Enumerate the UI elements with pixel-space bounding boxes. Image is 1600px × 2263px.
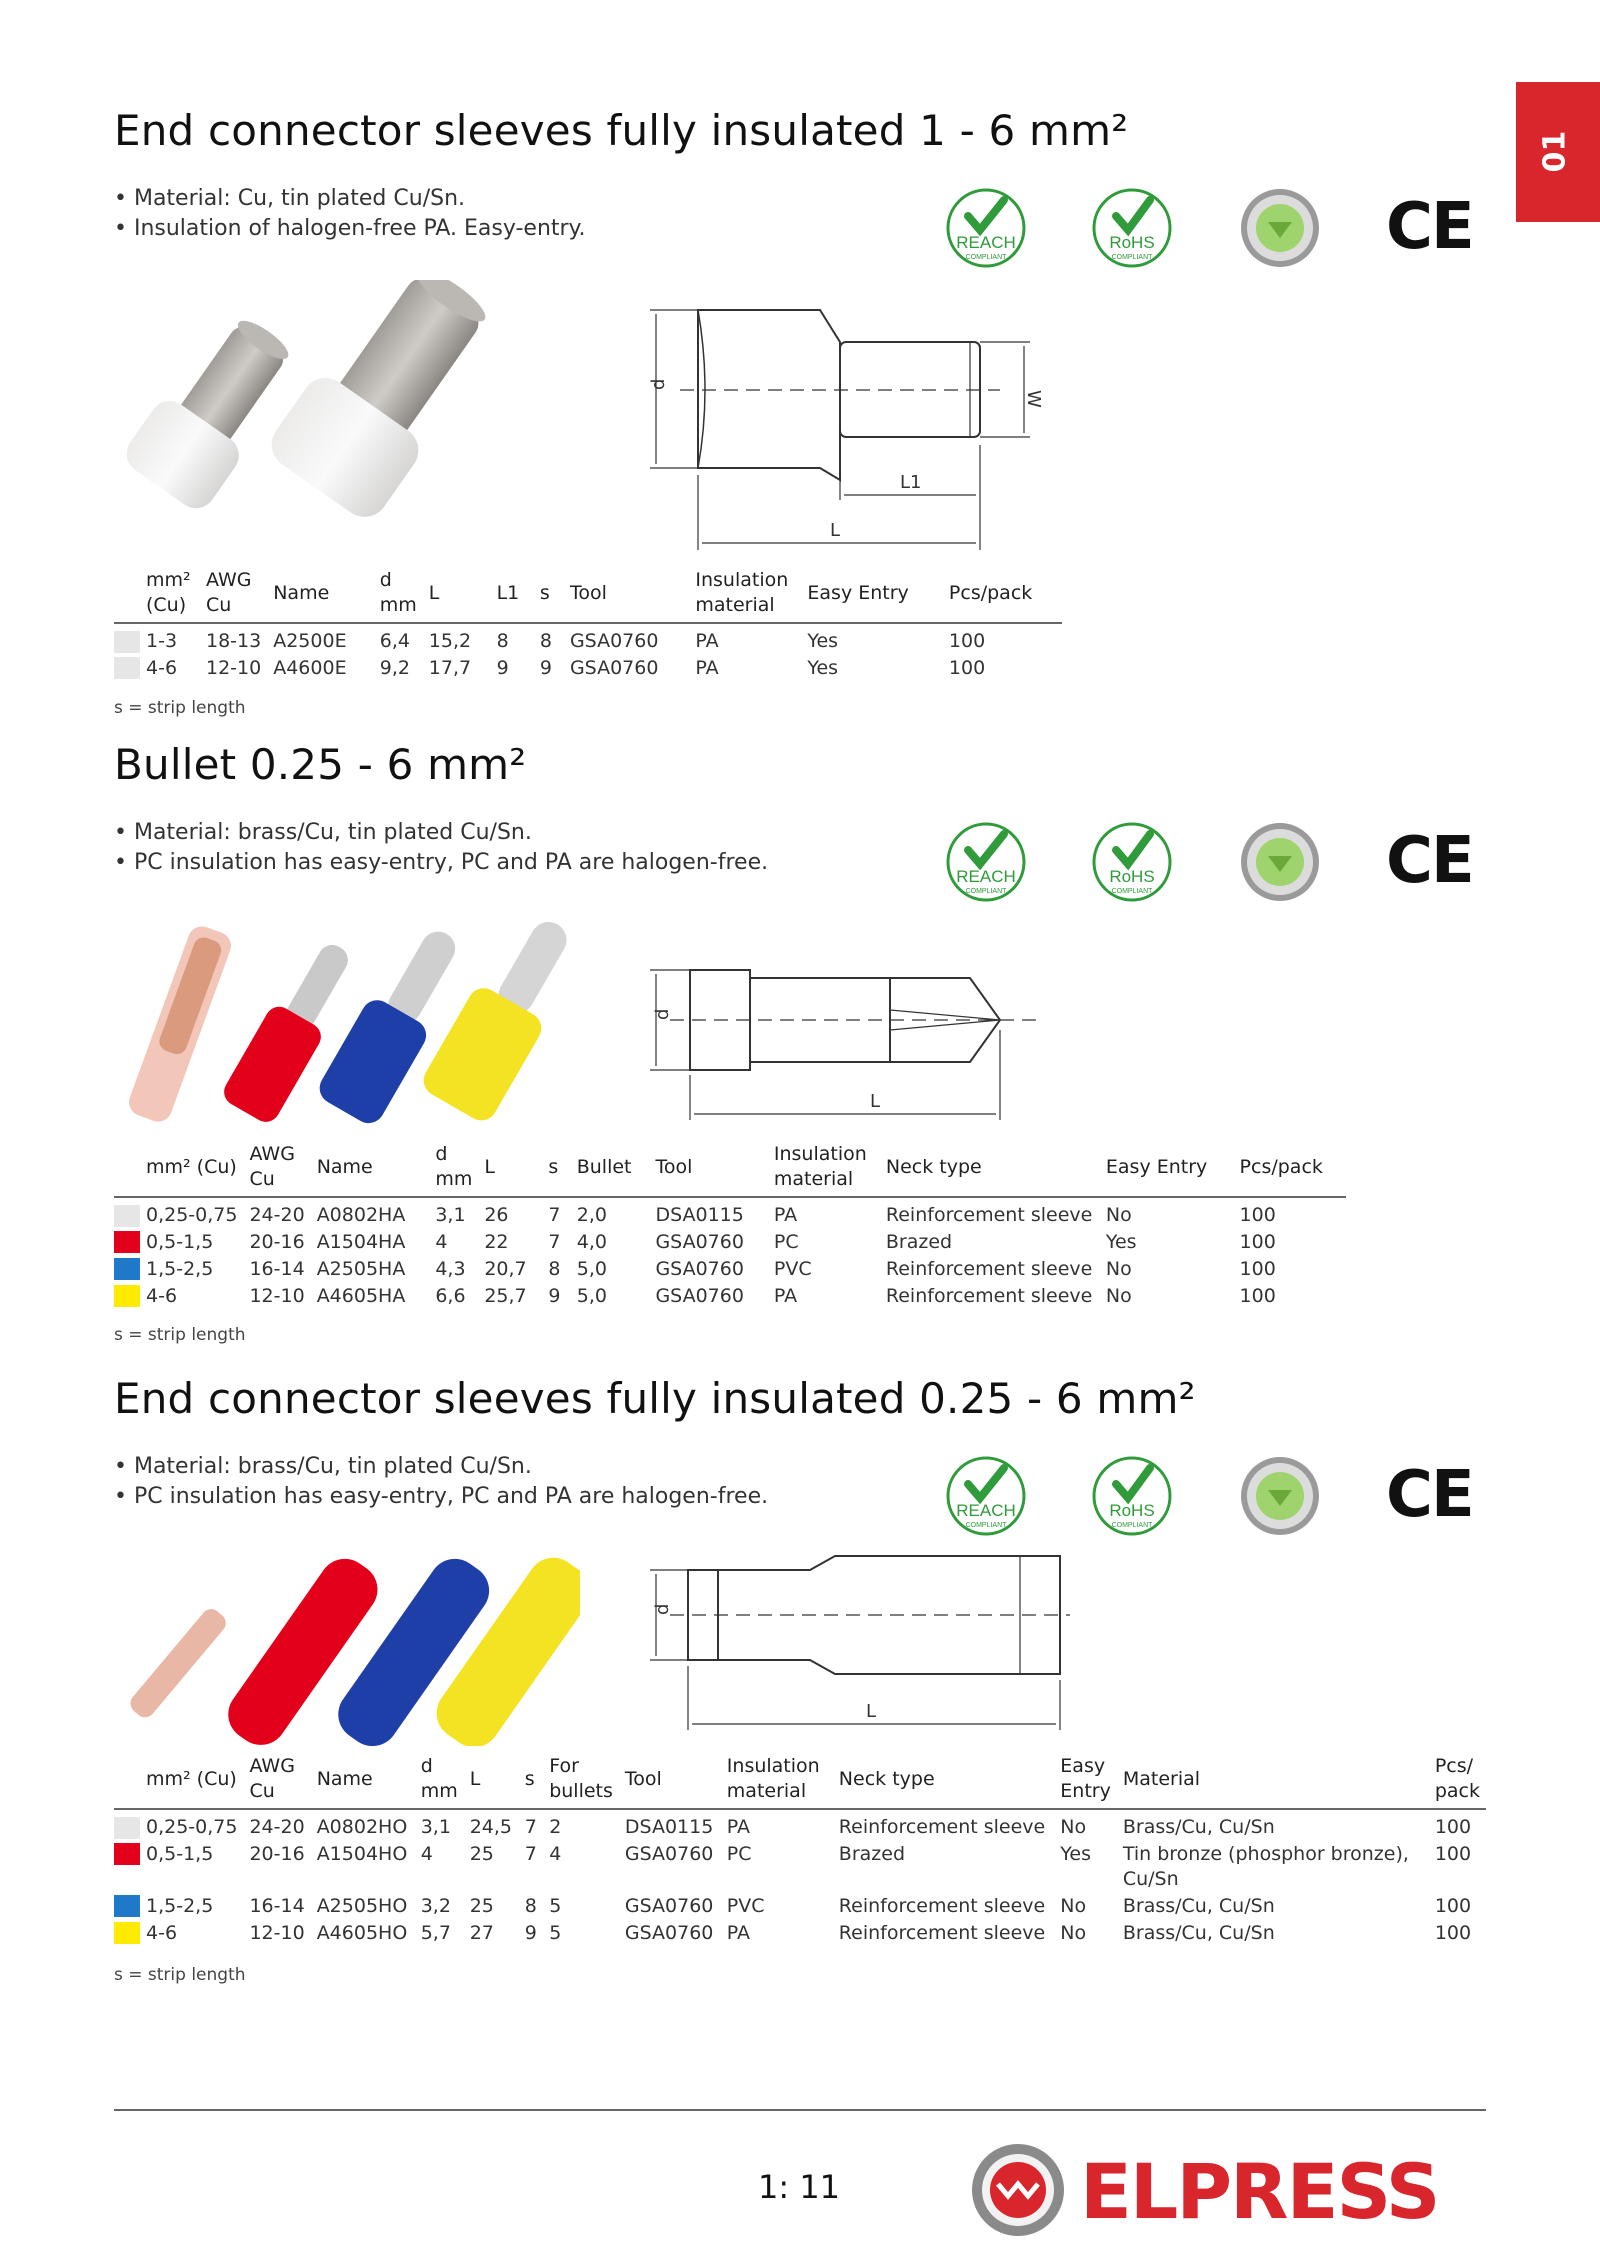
table-row [114, 623, 1062, 655]
table-cell: 9 [496, 657, 509, 679]
table-cell: No [1105, 1285, 1132, 1307]
col-s: s [534, 566, 564, 623]
table-cell: 24-20 [249, 1816, 305, 1838]
table-cell: DSA0115 [655, 1204, 744, 1226]
table-cell: 100 [1239, 1204, 1276, 1226]
table-cell: 16-14 [249, 1258, 305, 1280]
table-cell: 7 [548, 1231, 561, 1253]
table-cell: 20-16 [249, 1843, 305, 1865]
bullet: • Material: brass/Cu, tin plated Cu/Sn. [114, 820, 532, 845]
table-body [114, 1809, 1486, 1947]
table-cell: 2 [549, 1816, 562, 1838]
table-cell: 1-3 [146, 630, 178, 652]
table-cell: PA [726, 1922, 751, 1944]
page-number: 1: 11 [758, 2168, 841, 2206]
table-cell: 16-14 [249, 1895, 305, 1917]
chapter-tab [1516, 82, 1600, 222]
product-photo-bullets [110, 914, 580, 1144]
col-name: Name [311, 1140, 430, 1197]
col-awg: AWG Cu [243, 1140, 310, 1197]
col-s: s [542, 1140, 570, 1197]
table-cell: Yes [807, 657, 839, 679]
col-mm2: mm² (Cu) [140, 1140, 243, 1197]
table-cell: 5,0 [576, 1258, 607, 1280]
table-cell: Reinforcement sleeve [838, 1922, 1046, 1944]
table-cell: PC [726, 1843, 752, 1865]
table-cell: 4 [549, 1843, 562, 1865]
table-cell: 1,5-2,5 [146, 1258, 214, 1280]
table-cell: A1504HO [316, 1843, 408, 1865]
table-cell: 0,25-0,75 [146, 1816, 238, 1838]
dim-w: W [1023, 390, 1044, 408]
table-cell: 4,0 [576, 1231, 607, 1253]
color-swatch-fill [114, 1231, 140, 1253]
table-cell: Brass/Cu, Cu/Sn [1122, 1895, 1275, 1917]
table-cell: GSA0760 [655, 1231, 744, 1253]
color-swatch-fill [114, 631, 140, 653]
col-d: d mm [415, 1752, 464, 1809]
ce-mark: CE [1386, 190, 1473, 264]
bullet: • Material: brass/Cu, tin plated Cu/Sn. [114, 1454, 532, 1479]
table-cell: 20,7 [484, 1258, 527, 1280]
rohs-icon [1090, 820, 1174, 904]
col-pcs: Pcs/pack [1234, 1140, 1346, 1197]
reach-label: REACH [956, 1501, 1016, 1520]
product-photo-end-sleeves [110, 280, 550, 540]
certification-seal-icon [1238, 186, 1322, 270]
table-row [114, 1283, 1346, 1310]
table-cell: 26 [484, 1204, 509, 1226]
col-tool: Tool [649, 1140, 767, 1197]
table-cell: Yes [1105, 1231, 1137, 1253]
col-bullet: Bullet [571, 1140, 650, 1197]
reach-sub: COMPLIANT [965, 888, 1007, 895]
table-cell: 8 [524, 1895, 537, 1917]
color-swatch [114, 1893, 140, 1920]
table-cell: Brass/Cu, Cu/Sn [1122, 1816, 1275, 1838]
col-d: d mm [429, 1140, 478, 1197]
table-cell: A0802HO [316, 1816, 408, 1838]
table-cell: 17,7 [428, 657, 472, 679]
section-1-title: End connector sleeves fully insulated 1 - 6 mm² [114, 106, 1129, 155]
color-swatch-fill [114, 657, 140, 679]
spec-table-3 [114, 1752, 1486, 1947]
reach-icon [944, 1454, 1028, 1538]
reach-label: REACH [956, 867, 1016, 886]
ce-mark: CE [1386, 824, 1473, 898]
table-cell: 100 [1434, 1816, 1472, 1838]
strip-length-note-3: s = strip length [114, 1965, 246, 1985]
table-cell: Yes [1060, 1843, 1091, 1865]
table-cell: 8 [548, 1258, 561, 1280]
table-cell: PA [695, 630, 719, 652]
color-swatch-fill [114, 1817, 140, 1839]
col-neck-type: Neck type [880, 1140, 1100, 1197]
col-l: L [423, 566, 491, 623]
table-cell: 3,2 [420, 1895, 451, 1917]
col-material: Material [1117, 1752, 1429, 1809]
table-cell: 4-6 [146, 1285, 178, 1307]
table-cell: 3,1 [435, 1204, 466, 1226]
color-swatch [114, 1229, 140, 1256]
table-cell: GSA0760 [655, 1258, 744, 1280]
col-awg: AWG Cu [243, 1752, 310, 1809]
table-cell: 100 [1434, 1895, 1472, 1917]
table-cell: 5 [549, 1895, 562, 1917]
table-cell: GSA0760 [569, 657, 659, 679]
col-pcs: Pcs/ pack [1429, 1752, 1486, 1809]
table-cell: A2505HO [316, 1895, 408, 1917]
certification-seal-icon [1238, 820, 1322, 904]
col-easy-entry: Easy Entry [1054, 1752, 1117, 1809]
section-2-bullets [114, 818, 768, 878]
table-cell: 1,5-2,5 [146, 1895, 214, 1917]
table-cell: 4 [435, 1231, 448, 1253]
col-mm2: mm² (Cu) [140, 1752, 243, 1809]
table-cell: A2505HA [316, 1258, 406, 1280]
table-cell: 9,2 [379, 657, 410, 679]
table-cell: 25,7 [484, 1285, 527, 1307]
table-cell: 9 [539, 657, 552, 679]
col-s: s [519, 1752, 543, 1809]
elpress-logo [968, 2140, 1488, 2240]
table-cell: A4605HO [316, 1922, 408, 1944]
table-cell: No [1060, 1922, 1087, 1944]
table-cell: No [1060, 1895, 1087, 1917]
reach-sub: COMPLIANT [965, 1522, 1007, 1529]
reach-icon [944, 820, 1028, 904]
table-cell: Reinforcement sleeve [838, 1816, 1046, 1838]
table-cell: 5 [549, 1922, 562, 1944]
table-cell: PA [773, 1285, 798, 1307]
table-cell: 24-20 [249, 1204, 305, 1226]
footer-divider [114, 2109, 1486, 2111]
table-cell: 9 [548, 1285, 561, 1307]
table-cell: Brass/Cu, Cu/Sn [1122, 1922, 1275, 1944]
table-cell: 100 [948, 630, 986, 652]
table-cell: 4,3 [435, 1258, 466, 1280]
section-1-bullets [114, 184, 585, 244]
table-body [114, 1197, 1346, 1310]
table-cell: 2,0 [576, 1204, 607, 1226]
color-swatch [114, 1283, 140, 1310]
strip-length-note-1: s = strip length [114, 698, 246, 718]
col-name: Name [267, 566, 374, 623]
color-swatch-fill [114, 1205, 140, 1227]
drawing-bullet [640, 960, 1080, 1120]
table-cell: GSA0760 [624, 1922, 714, 1944]
spec-table-1 [114, 566, 1062, 682]
table-cell: Reinforcement sleeve [885, 1258, 1093, 1280]
rohs-label: RoHS [1109, 233, 1155, 252]
table-cell: 5,7 [420, 1922, 451, 1944]
product-photo-end-sleeves-025 [110, 1556, 580, 1746]
chapter-tab-label: 01 [1537, 130, 1573, 173]
rohs-label: RoHS [1109, 867, 1155, 886]
table-cell: Brazed [838, 1843, 906, 1865]
table-row [114, 1809, 1486, 1841]
col-easy-entry: Easy Entry [1100, 1140, 1234, 1197]
table-cell: Brazed [885, 1231, 953, 1253]
table-cell: A2500E [273, 630, 347, 652]
table-cell: 100 [1434, 1922, 1472, 1944]
table-cell: GSA0760 [569, 630, 659, 652]
table-cell: 100 [1239, 1258, 1276, 1280]
col-insulation: Insulation material [689, 566, 801, 623]
table-cell: 5,0 [576, 1285, 607, 1307]
table-body [114, 623, 1062, 682]
table-row [114, 1256, 1346, 1283]
table-cell: A0802HA [316, 1204, 406, 1226]
color-swatch [114, 655, 140, 682]
table-cell: DSA0115 [624, 1816, 714, 1838]
table-cell: 100 [948, 657, 986, 679]
table-cell: 22 [484, 1231, 509, 1253]
reach-sub: COMPLIANT [965, 254, 1007, 261]
dim-d: d [652, 1008, 673, 1020]
table-cell: PA [773, 1204, 798, 1226]
color-swatch-fill [114, 1285, 140, 1307]
table-cell: GSA0760 [624, 1895, 714, 1917]
table-cell: A1504HA [316, 1231, 406, 1253]
rohs-sub: COMPLIANT [1111, 888, 1153, 895]
table-cell: 4-6 [146, 1922, 178, 1944]
spec-table-2 [114, 1140, 1346, 1310]
table-cell: 100 [1239, 1285, 1276, 1307]
table-cell: 12-10 [249, 1285, 305, 1307]
dim-d: d [652, 1603, 673, 1615]
table-cell: A4605HA [316, 1285, 406, 1307]
bullet: • PC insulation has easy-entry, PC and PA are halogen-free. [114, 1484, 769, 1509]
color-swatch [114, 1197, 140, 1229]
col-for-bullets: For bullets [543, 1752, 619, 1809]
col-neck-type: Neck type [833, 1752, 1055, 1809]
bullet: • Insulation of halogen-free PA. Easy-entry. [114, 216, 586, 241]
table-row [114, 1841, 1486, 1893]
color-swatch-fill [114, 1258, 140, 1280]
rohs-sub: COMPLIANT [1111, 1522, 1153, 1529]
table-cell: 8 [496, 630, 509, 652]
dim-l: L [870, 1091, 881, 1112]
col-tool: Tool [564, 566, 689, 623]
table-cell: PVC [773, 1258, 812, 1280]
col-l: L [478, 1140, 542, 1197]
reach-label: REACH [956, 233, 1016, 252]
table-cell: 25 [469, 1895, 494, 1917]
section-3-bullets [114, 1452, 768, 1512]
table-header-row [114, 1140, 1346, 1197]
table-cell: 15,2 [428, 630, 472, 652]
bullet: • PC insulation has easy-entry, PC and PA are halogen-free. [114, 850, 769, 875]
table-cell: 7 [524, 1816, 537, 1838]
drawing-end-sleeve-3 [640, 1550, 1080, 1730]
dim-l: L [866, 1701, 877, 1722]
table-cell: 0,5-1,5 [146, 1843, 214, 1865]
table-cell: 4 [420, 1843, 433, 1865]
table-cell: No [1105, 1258, 1132, 1280]
col-tool: Tool [619, 1752, 721, 1809]
table-cell: 7 [524, 1843, 537, 1865]
table-cell: 4-6 [146, 657, 178, 679]
table-cell: PVC [726, 1895, 765, 1917]
color-swatch [114, 1920, 140, 1947]
table-cell: Reinforcement sleeve [885, 1204, 1093, 1226]
table-cell: GSA0760 [655, 1285, 744, 1307]
table-cell: 9 [524, 1922, 537, 1944]
bullet: • Material: Cu, tin plated Cu/Sn. [114, 186, 466, 211]
table-cell: PA [695, 657, 719, 679]
table-cell: 100 [1239, 1231, 1276, 1253]
table-cell: 12-10 [206, 657, 262, 679]
color-swatch-fill [114, 1922, 140, 1944]
table-row [114, 1920, 1486, 1947]
color-swatch-fill [114, 1895, 140, 1917]
table-cell: 6,4 [379, 630, 410, 652]
section-3-title: End connector sleeves fully insulated 0.25 - 6 mm² [114, 1374, 1196, 1423]
table-cell: 12-10 [249, 1922, 305, 1944]
table-row [114, 1893, 1486, 1920]
color-swatch-fill [114, 1843, 140, 1865]
dim-d: d [648, 378, 669, 390]
col-d: d mm [374, 566, 423, 623]
certification-seal-icon [1238, 1454, 1322, 1538]
table-cell: 20-16 [249, 1231, 305, 1253]
table-cell: 27 [469, 1922, 494, 1944]
table-cell: 3,1 [420, 1816, 451, 1838]
table-cell: 25 [469, 1843, 494, 1865]
dim-l: L [830, 520, 841, 541]
col-mm2: mm² (Cu) [140, 566, 200, 623]
drawing-end-sleeve-1 [630, 290, 1050, 550]
color-swatch [114, 1841, 140, 1893]
table-row [114, 655, 1062, 682]
col-name: Name [311, 1752, 415, 1809]
col-l: L [464, 1752, 519, 1809]
col-insulation: Insulation material [768, 1140, 880, 1197]
table-row [114, 1229, 1346, 1256]
table-cell: 7 [548, 1204, 561, 1226]
color-swatch [114, 623, 140, 655]
table-cell: PC [773, 1231, 799, 1253]
color-swatch [114, 1256, 140, 1283]
table-header-row [114, 1752, 1486, 1809]
table-cell: Yes [807, 630, 839, 652]
table-cell: PA [726, 1816, 751, 1838]
dim-l1: L1 [900, 472, 922, 493]
table-cell: No [1105, 1204, 1132, 1226]
col-insulation: Insulation material [721, 1752, 833, 1809]
table-cell: Reinforcement sleeve [885, 1285, 1093, 1307]
table-cell: 100 [1434, 1843, 1472, 1865]
strip-length-note-2: s = strip length [114, 1325, 246, 1345]
section-2-title: Bullet 0.25 - 6 mm² [114, 740, 527, 789]
table-cell: No [1060, 1816, 1087, 1838]
col-easy-entry: Easy Entry [801, 566, 943, 623]
col-pcs: Pcs/pack [943, 566, 1062, 623]
table-cell: 0,5-1,5 [146, 1231, 214, 1253]
table-cell: GSA0760 [624, 1843, 714, 1865]
col-awg: AWG Cu [200, 566, 267, 623]
table-cell: 18-13 [206, 630, 262, 652]
col-l1: L1 [491, 566, 534, 623]
table-cell: Reinforcement sleeve [838, 1895, 1046, 1917]
table-cell: 24,5 [469, 1816, 513, 1838]
rohs-icon [1090, 1454, 1174, 1538]
reach-icon [944, 186, 1028, 270]
color-swatch [114, 1809, 140, 1841]
table-cell: 6,6 [435, 1285, 466, 1307]
table-cell: A4600E [273, 657, 347, 679]
rohs-sub: COMPLIANT [1111, 254, 1153, 261]
table-row [114, 1197, 1346, 1229]
table-header-row [114, 566, 1062, 623]
ce-mark: CE [1386, 1458, 1473, 1532]
rohs-icon [1090, 186, 1174, 270]
table-cell: Tin bronze (phosphor bronze), Cu/Sn [1122, 1843, 1409, 1890]
table-cell: 8 [539, 630, 552, 652]
rohs-label: RoHS [1109, 1501, 1155, 1520]
brand-wordmark: ELPRESS [1080, 2147, 1439, 2236]
table-cell: 0,25-0,75 [146, 1204, 238, 1226]
